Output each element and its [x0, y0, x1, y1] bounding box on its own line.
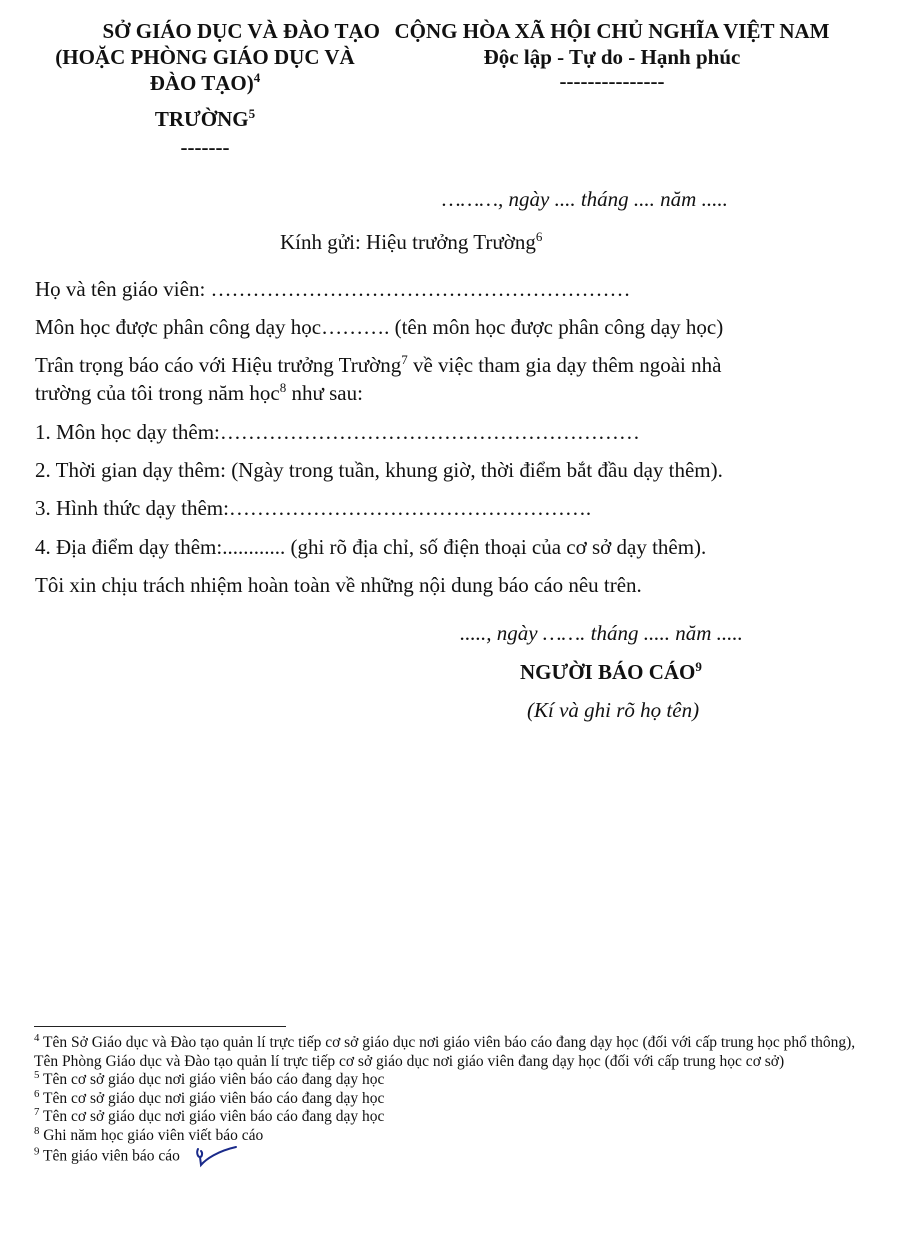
report-intro-text-d: như sau:	[286, 381, 363, 405]
authority-line-3	[20, 70, 390, 96]
recipient-line	[280, 229, 542, 255]
report-intro-text-a: Trân trọng báo cáo với Hiệu trưởng Trường	[35, 353, 402, 377]
national-header	[372, 18, 852, 94]
footnote-number: 9	[34, 1145, 40, 1158]
footnote-number: 6	[34, 1087, 40, 1100]
footnote-text: Tên cơ sở giáo dục nơi giáo viên báo cáo đang dạy học	[43, 1108, 385, 1125]
footnote-ref-7: 7	[401, 352, 408, 367]
footnote-5	[34, 1068, 874, 1090]
footnote-text: Ghi năm học giáo viên viết báo cáo	[43, 1126, 264, 1144]
footnote-8	[34, 1124, 874, 1146]
signature-instruction: (Kí và ghi rõ họ tên)	[527, 698, 700, 722]
document-date-line: ………, ngày .... tháng .... năm .....	[442, 187, 728, 211]
footnotes	[34, 1031, 874, 1169]
footnote-text: Tên cơ sở giáo dục nơi giáo viên báo cáo đang dạy học	[43, 1089, 385, 1107]
signature-date-line: ....., ngày ……. tháng ..... năm .....	[460, 621, 743, 645]
footnote-number: 4	[34, 1031, 40, 1044]
footnote-ref-8: 8	[279, 380, 287, 395]
school-label: TRƯỜNG	[154, 107, 249, 131]
footnote-number: 7	[34, 1105, 40, 1118]
report-intro-line-2	[35, 380, 363, 406]
footnote-ref-9: 9	[695, 659, 702, 674]
authority-line-1: SỞ GIÁO DỤC VÀ ĐÀO TẠO	[102, 19, 380, 43]
footnote-ref-5: 5	[248, 106, 256, 121]
footnote-number: 8	[34, 1124, 40, 1137]
issuing-authority-header	[20, 18, 390, 160]
item-format: 3. Hình thức dạy thêm:…………………………………………….	[35, 496, 592, 520]
footnote-ref-6: 6	[535, 229, 543, 244]
authority-line-2: (HOẶC PHÒNG GIÁO DỤC VÀ	[55, 45, 355, 69]
footnote-9	[34, 1145, 874, 1169]
pen-checkmark-icon	[192, 1145, 240, 1169]
authority-line-3-text: ĐÀO TẠO)	[149, 71, 254, 95]
reporter-title	[520, 659, 702, 685]
footnote-separator	[34, 1026, 286, 1027]
recipient-text: Kính gửi: Hiệu trưởng Trường	[280, 230, 536, 254]
footnote-ref-4: 4	[253, 70, 261, 85]
item-subject: 1. Môn học dạy thêm:……………………………………………………	[35, 420, 640, 444]
national-motto: Độc lập - Tự do - Hạnh phúc	[483, 45, 741, 69]
footnote-text: Tên Sở Giáo dục và Đào tạo quản lí trực tiếp cơ sở giáo dục nơi giáo viên báo cáo đang dạy học (đối với cấp trung học phổ thông), Tên Phòng Giáo dục và Đào tạo quản lí trực tiếp cơ sở giáo dục nơi giáo viên đang dạy học (đối với cấp trung học cơ sở)	[34, 1034, 856, 1070]
header-right-separator: ---------------	[559, 69, 665, 93]
item-schedule: 2. Thời gian dạy thêm: (Ngày trong tuần, khung giờ, thời điểm bắt đầu dạy thêm).	[35, 458, 723, 482]
footnote-text: Tên giáo viên báo cáo	[43, 1147, 180, 1165]
teacher-name-field: Họ và tên giáo viên: ……………………………………………………	[35, 277, 631, 301]
report-intro-line-1	[35, 352, 721, 378]
reporter-title-text: NGƯỜI BÁO CÁO	[520, 660, 696, 684]
report-intro-text-b: về việc tham gia dạy thêm ngoài nhà	[407, 353, 722, 377]
footnote-4	[34, 1031, 874, 1071]
report-intro-text-c: trường của tôi trong năm học	[35, 381, 280, 405]
item-location: 4. Địa điểm dạy thêm:............ (ghi rõ địa chỉ, số điện thoại của cơ sở dạy thêm).	[35, 535, 707, 559]
footnote-number: 5	[34, 1068, 40, 1081]
footnote-text: Tên cơ sở giáo dục nơi giáo viên báo cáo đang dạy học	[43, 1071, 385, 1088]
footnote-7	[34, 1105, 874, 1127]
footnote-6	[34, 1087, 874, 1109]
commitment-statement: Tôi xin chịu trách nhiệm hoàn toàn về những nội dung báo cáo nêu trên.	[35, 573, 642, 597]
header-left-separator: -------	[180, 135, 230, 159]
assigned-subject-field: Môn học được phân công dạy học………. (tên môn học được phân công dạy học)	[35, 315, 724, 339]
nation-title: CỘNG HÒA XÃ HỘI CHỦ NGHĨA VIỆT NAM	[394, 19, 830, 43]
school-name	[20, 106, 390, 132]
